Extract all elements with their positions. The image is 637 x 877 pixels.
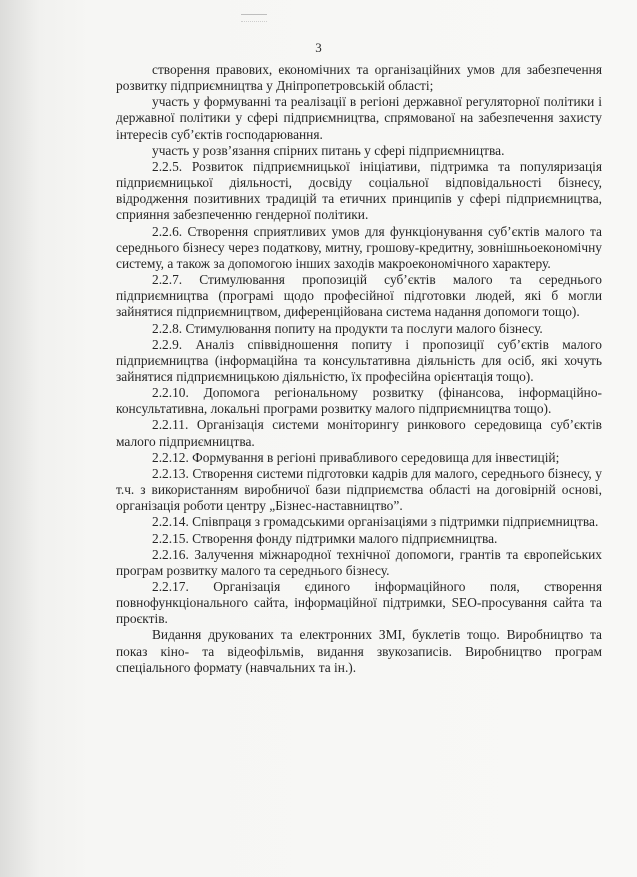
scan-mark (241, 14, 267, 22)
paragraph: 2.2.14. Співпраця з громадськими організаціями з підтримки підприємництва. (152, 514, 599, 530)
paragraph: 2.2.9. Аналіз співвідношення попиту і пропозиції суб’єктів малого підприємництва (інформаційна та консультативна діяльність для осіб, які хочуть зайнятися підприємницькою діяльністю, їх професійна орієнтація тощо). (116, 336, 602, 384)
paragraph: 2.2.13. Створення системи підготовки кадрів для малого, середнього бізнесу, у т.ч. з використанням виробничої бази підприємства області на договірній основі, організація роботи центру „Бізнес-наставництво”. (116, 465, 602, 514)
paragraph: 2.2.5. Розвиток підприємницької ініціативи, підтримка та популяризація підприємницької діяльності, досвіду соціальної відповідальності бізнесу, відродження позитивних традицій та етичних принципів у сфері підприємництва, сприяння забезпеченню гендерної політики. (116, 158, 602, 223)
paragraph: 2.2.17. Організація єдиного інформаційного поля, створення повнофункціонального сайта, інформаційної підтримки, SEO-просування сайта та проєктів. (116, 579, 602, 627)
paragraph: 2.2.16. Залучення міжнародної технічної допомоги, грантів та європейських програм розвитку малого та середнього бізнесу. (116, 546, 602, 578)
paragraph: 2.2.6. Створення сприятливих умов для функціонування суб’єктів малого та середнього бізнесу через податкову, митну, грошову-кредитну, зовнішньоекономічну систему, а також за допомогою інших заходів макроекономічного характеру. (116, 223, 602, 271)
paragraph: Видання друкованих та електронних ЗМІ, буклетів тощо. Виробництво та показ кіно- та відеофільмів, видання звукозаписів. Виробництво програм спеціального формату (навчальних та ін.). (116, 627, 602, 675)
paragraph: 2.2.8. Стимулювання попиту на продукти та послуги малого бізнесу. (152, 320, 543, 336)
document-body (116, 62, 602, 676)
paragraph: участь у формуванні та реалізації в регіоні державної регуляторної політики і державної політики у сфері підприємництва, спрямованої на забезпечення захисту інтересів суб’єктів господарювання. (116, 94, 602, 142)
paragraph: 2.2.10. Допомога регіональному розвитку (фінансова, інформаційно-консультативна, локальні програми розвитку малого підприємництва тощо). (116, 385, 602, 417)
paragraph: 2.2.12. Формування в регіоні привабливого середовища для інвестицій; (152, 449, 560, 465)
paragraph: участь у розв’язання спірних питань у сфері підприємництва. (152, 142, 505, 158)
paragraph: створення правових, економічних та організаційних умов для забезпечення розвитку підприємництва у Дніпропетровській області; (116, 62, 602, 94)
page-number: 3 (315, 40, 322, 55)
paragraph: 2.2.11. Організація системи моніторингу ринкового середовища суб’єктів малого підприємництва. (116, 417, 602, 449)
paragraph: 2.2.7. Стимулювання пропозицій суб’єктів малого та середнього підприємництва (програмі щодо професійної підготовки людей, які б могли зайнятися підприємництвом, диференційована система надання допомоги тощо). (116, 272, 602, 320)
paragraph: 2.2.15. Створення фонду підтримки малого підприємництва. (152, 530, 498, 546)
